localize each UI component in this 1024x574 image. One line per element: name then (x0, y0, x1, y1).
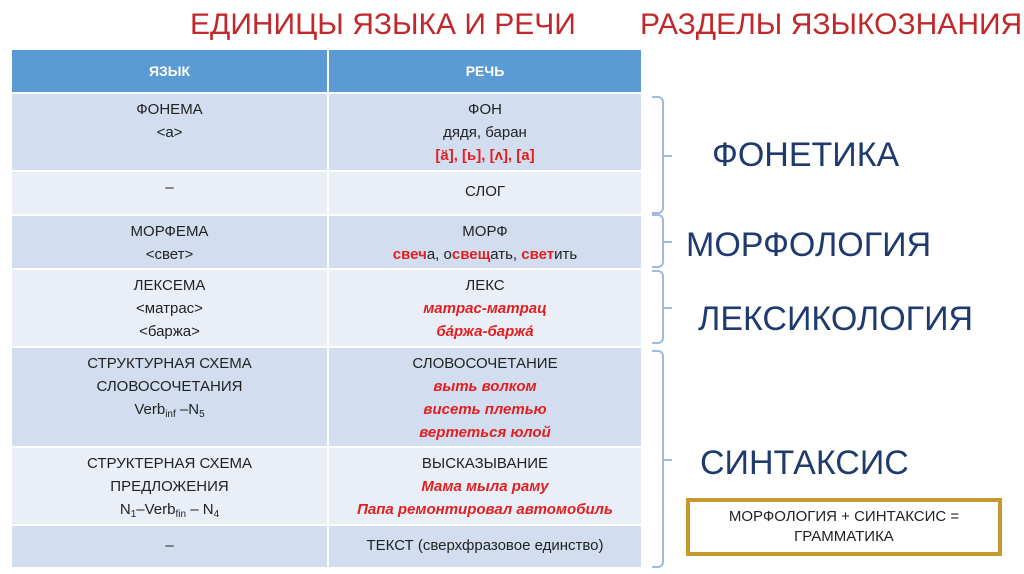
language-cell (12, 525, 328, 567)
title-sections: РАЗДЕЛЫ ЯЗЫКОЗНАНИЯ (640, 8, 1023, 41)
structure-formula: Verb$_{inf}$ $-N_5$ (134, 401, 205, 420)
section-lexicology: ЛЕКСИКОЛОГИЯ (698, 300, 974, 338)
morph-rest: ить (554, 246, 578, 263)
grammar-result: ГРАММАТИКА (794, 528, 894, 545)
speech-unit-name: ФОН (468, 101, 502, 118)
language-cell (12, 93, 328, 171)
morph-prefix: о (443, 246, 452, 263)
unit-name: СТРУКТУРНАЯ СХЕМА (87, 355, 252, 372)
unit-name: СТРУКТЕРНАЯ СХЕМА (87, 455, 252, 472)
section-phonetics: ФОНЕТИКА (712, 136, 900, 174)
morph-rest: а, (426, 246, 444, 263)
speech-unit-name: СЛОГ (465, 183, 505, 200)
morph-stem: свеч (392, 246, 427, 263)
speech-example-highlight: матрас-матрац (423, 300, 547, 317)
unit-name: ПРЕДЛОЖЕНИЯ (110, 478, 229, 495)
morph-stem: свет (521, 246, 555, 263)
language-cell (12, 215, 328, 269)
unit-example: <свет> (145, 246, 194, 263)
speech-example-highlight: ба́ржа-баржа́ (436, 323, 534, 340)
section-morphology: МОРФОЛОГИЯ (686, 226, 932, 264)
bracket-syntax (652, 350, 664, 568)
structure-formula: $N_1-Verb_{fin} - N_4$ (119, 501, 220, 520)
speech-cell (328, 269, 642, 347)
table-row-text (12, 525, 642, 567)
language-cell (12, 347, 328, 447)
unit-name: СЛОВОСОЧЕТАНИЯ (96, 378, 243, 395)
speech-unit-name: ЛЕКС (465, 277, 505, 294)
table-row-syllable (12, 171, 642, 215)
grammar-box (686, 498, 1002, 556)
title-units: ЕДИНИЦЫ ЯЗЫКА И РЕЧИ (190, 8, 576, 41)
table-row-phrase (12, 347, 642, 447)
bracket-morphology (652, 214, 664, 268)
speech-unit-name: ТЕКСТ (сверхфразовое единство) (366, 537, 604, 554)
speech-unit-name: МОРФ (462, 223, 508, 240)
table-row-phoneme (12, 93, 642, 171)
speech-cell (328, 215, 642, 269)
unit-name: ЛЕКСЕМА (133, 277, 206, 294)
speech-example: дядя, баран (443, 124, 527, 141)
table-row-lexeme (12, 269, 642, 347)
morph-examples (335, 243, 635, 266)
morph-rest: ать, (490, 246, 522, 263)
bracket-phonetics (652, 96, 664, 214)
header-speech: РЕЧЬ (328, 50, 642, 93)
morph-stem: свещ (451, 246, 491, 263)
speech-example-highlight: вертеться юлой (419, 424, 551, 441)
speech-cell (328, 93, 642, 171)
units-table (12, 50, 643, 567)
unit-name: – (165, 179, 174, 196)
grammar-formula: МОРФОЛОГИЯ + СИНТАКСИС = (728, 508, 960, 525)
unit-example: <а> (156, 124, 183, 141)
table-row-sentence (12, 447, 642, 525)
speech-unit-name: СЛОВОСОЧЕТАНИЕ (412, 355, 558, 372)
speech-cell (328, 525, 642, 567)
speech-example-highlight: висеть плетью (423, 401, 547, 418)
speech-example-highlight: Папа ремонтировал автомобиль (357, 501, 613, 518)
unit-example: <матрас> (136, 300, 203, 317)
speech-cell (328, 347, 642, 447)
speech-cell (328, 447, 642, 525)
language-cell (12, 447, 328, 525)
table-row-morpheme (12, 215, 642, 269)
speech-cell (328, 171, 642, 215)
speech-example-highlight: Мама мыла раму (421, 478, 549, 495)
unit-name: ФОНЕМА (136, 101, 203, 118)
language-cell (12, 171, 328, 215)
unit-name: МОРФЕМА (130, 223, 209, 240)
section-syntax: СИНТАКСИС (700, 444, 909, 482)
header-language: ЯЗЫК (12, 50, 328, 93)
unit-name: – (165, 537, 174, 554)
speech-unit-name: ВЫСКАЗЫВАНИЕ (421, 455, 549, 472)
bracket-lexicology (652, 270, 664, 344)
speech-example-highlight: [ä], [ь], [ʌ], [а] (435, 147, 535, 164)
speech-example-highlight: выть волком (433, 378, 537, 395)
language-cell (12, 269, 328, 347)
unit-example: <баржа> (139, 323, 200, 340)
